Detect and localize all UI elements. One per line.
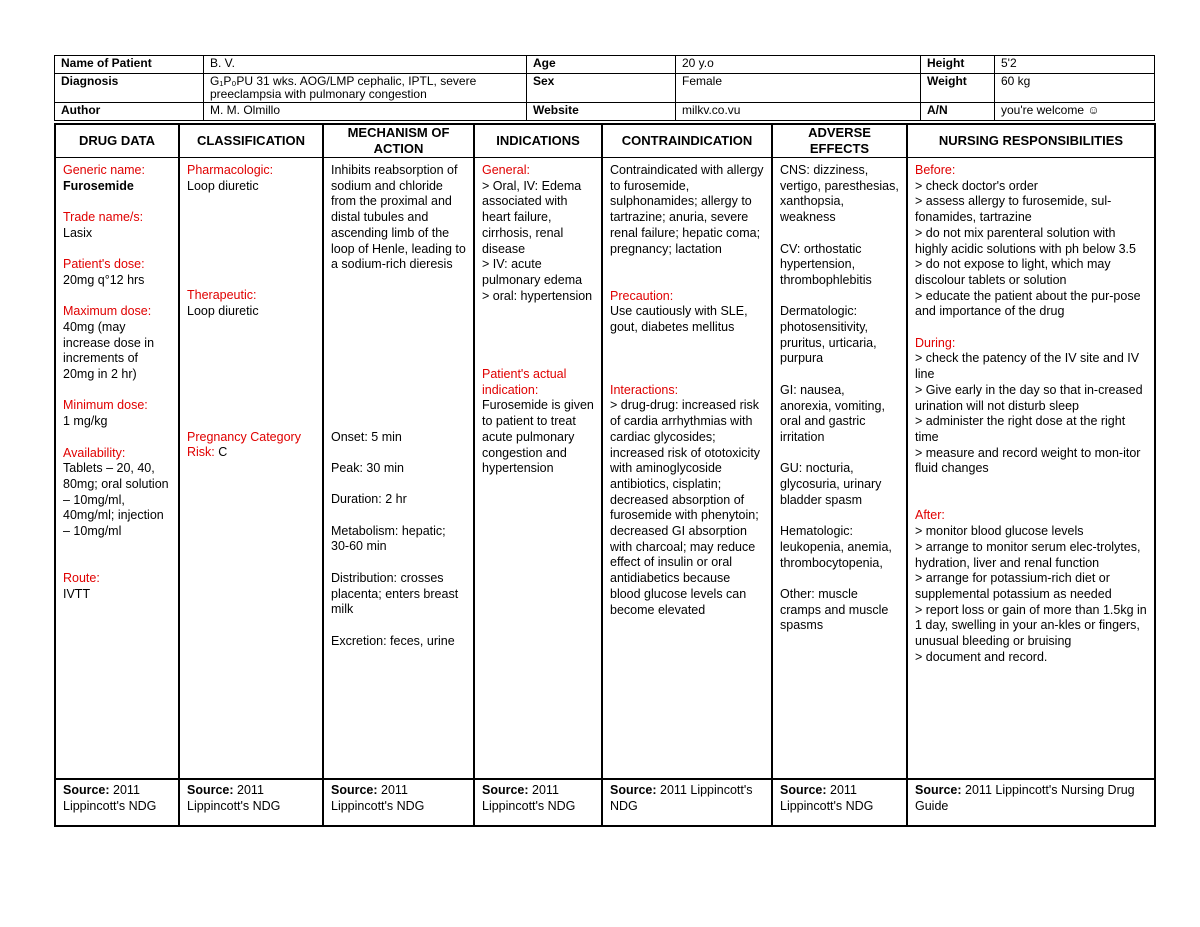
before-item-5: > educate the patient about the pur-pose and importance of the drug [915,288,1141,319]
sex-label: Sex [527,74,676,103]
age-label: Age [527,56,676,74]
drug-study-table [54,123,1156,827]
after-item-3: > arrange for potassium-rich diet or supplemental potassium as needed [915,571,1112,601]
pharmacologic-class: Loop diuretic [187,178,259,193]
patient-info-row-3 [55,103,1155,121]
website-label: Website [527,103,676,121]
mechanism-cell [323,158,474,780]
during-label: During: [915,335,956,350]
patient-age: 20 y.o [676,56,921,74]
source-label: Source: [915,783,962,797]
generic-name: Furosemide [63,178,134,193]
minimum-dose: 1 mg/kg [63,414,108,429]
patient-sex: Female [676,74,921,103]
source-indications [474,779,602,826]
after-label: After: [915,508,945,523]
source-text-long: 2011 Lippincott's Nursing Drug Guide [915,783,1135,813]
after-item-4: > report loss or gain of more than 1.5kg in 1 day, swelling in your an-kles or fingers, unusual bleeding or bruising [915,602,1147,649]
adverse-hematologic: Hematologic: leukopenia, anemia, thrombocytopenia, [780,524,892,570]
patient-diagnosis [204,74,527,103]
trade-name-label: Trade name/s: [63,210,144,225]
patient-dose: 20mg q°12 hrs [63,272,145,287]
patient-info-row-1 [55,56,1155,74]
source-label: Source: [187,783,234,797]
after-item-1: > monitor blood glucose levels [915,524,1084,539]
adverse-dermatologic: Dermatologic: photosensitivity, pruritus, urticaria, purpura [780,304,877,366]
website-value: milkv.co.vu [676,103,921,121]
header-contraindication: CONTRAINDICATION [602,124,772,158]
adverse-other: Other: muscle cramps and muscle spasms [780,586,889,633]
patient-name: B. V. [204,56,527,74]
diagnosis-label: Diagnosis [55,74,204,103]
source-label: Source: [482,783,529,797]
nursing-cell [907,158,1155,780]
source-text: 2011 Lippincott's NDG [63,783,157,813]
source-label: Source: [331,783,378,797]
name-label: Name of Patient [55,56,204,74]
general-indication-label: General: [482,163,530,177]
classification-cell [179,158,323,780]
header-mechanism [323,124,474,158]
patient-dose-label: Patient's dose: [63,257,145,272]
general-indication-1: > Oral, IV: Edema associated with heart failure, cirrhosis, renal disease [482,178,582,256]
source-mechanism [323,779,474,826]
during-item-2: > Give early in the day so that in-creased urination will not disturb sleep [915,382,1143,413]
source-text: 2011 Lippincott's NDG [610,783,753,813]
source-text: 2011 Lippincott's NDG [331,783,425,813]
header-mechanism-line-2: ACTION [373,141,424,156]
pharmacologic-label: Pharmacologic: [187,163,274,177]
pregnancy-category-label: Pregnancy Category Risk: [187,429,301,460]
availability: Tablets – 20, 40, 80mg; oral solution – 10mg/ml, 40mg/ml; injection – 10mg/ml [63,461,169,539]
pregnancy-category-value: C [218,445,228,460]
drug-study-sheet [54,55,1154,827]
contraindication-text: Contraindicated with allergy to furosemide, sulphonamides; allergy to tartrazine; anuria, severe renal failure; hepatic coma; pregnancy; lactation [610,163,764,256]
source-text: 2011 Lippincott's NDG [187,783,281,813]
after-item-5: > document and record. [915,649,1048,664]
header-indications: INDICATIONS [474,124,602,158]
before-label: Before: [915,163,956,177]
header-classification: CLASSIFICATION [179,124,323,158]
maximum-dose-label: Maximum dose: [63,304,152,319]
patient-info-row-2 [55,74,1155,103]
header-adverse-line-2: EFFECTS [809,141,870,156]
pregnancy-category [187,430,315,461]
before-item-3: > do not mix parenteral solution with highly acidic solutions with ph below 3.5 [915,225,1136,256]
patient-info-table [54,55,1155,121]
header-adverse-effects [772,124,907,158]
actual-indication: Furosemide is given to patient to treat acute pulmonary congestion and hypertension [482,398,594,476]
peak: Peak: 30 min [331,461,404,475]
during-item-3: > administer the right dose at the right time [915,414,1126,444]
header-nursing: NURSING RESPONSIBILITIES [907,124,1155,158]
during-item-1: > check the patency of the IV site and IV line [915,351,1140,382]
route: IVTT [63,586,91,601]
excretion: Excretion: feces, urine [331,633,455,648]
availability-label: Availability: [63,445,126,460]
contraindication-cell [602,158,772,780]
during-item-4: > measure and record weight to mon-itor fluid changes [915,445,1141,476]
adverse-cns: CNS: dizziness, vertigo, paresthesias, xanthopsia, weakness [780,163,899,225]
source-label: Source: [780,783,827,797]
adverse-gu: GU: nocturia, glycosuria, urinary bladder spasm [780,461,882,507]
precaution-text: Use cautiously with SLE, gout, diabetes mellitus [610,304,748,334]
therapeutic-label: Therapeutic: [187,288,257,303]
source-nursing [907,779,1155,826]
actual-indication-label: Patient's actual indication: [482,367,567,397]
adverse-cv: CV: orthostatic hypertension, thrombophlebitis [780,241,872,287]
header-adverse-line-1: ADVERSE [808,125,871,140]
author-name: M. M. Olmillo [204,103,527,121]
source-label: Source: [63,783,110,797]
metabolism: Metabolism: hepatic; 30-60 min [331,523,446,554]
header-row [55,124,1155,158]
generic-name-label: Generic name: [63,163,145,177]
indications-cell [474,158,602,780]
source-row [55,779,1155,826]
source-text: 2011 Lippincott's NDG [482,783,576,813]
patient-height: 5'2 [995,56,1155,74]
distribution: Distribution: crosses placenta; enters breast milk [331,570,459,617]
route-label: Route: [63,571,100,586]
weight-label: Weight [921,74,995,103]
adverse-gi: GI: nausea, anorexia, vomiting, oral and gastric irritation [780,382,885,444]
source-text: 2011 Lippincott's NDG [780,783,874,813]
general-indication-3: > oral: hypertension [482,288,593,303]
content-row [55,158,1155,780]
height-label: Height [921,56,995,74]
adverse-effects-cell [772,158,907,780]
patient-weight: 60 kg [995,74,1155,103]
before-item-1: > check doctor's order [915,178,1038,193]
before-item-4: > do not expose to light, which may discolour tablets or solution [915,257,1111,287]
precaution-label: Precaution: [610,288,674,303]
source-classification [179,779,323,826]
therapeutic-class: Loop diuretic [187,304,259,319]
source-drug-data [55,779,179,826]
interactions-text: > drug-drug: increased risk of cardia arrhythmias with cardiac glycosides; increased risk of ototoxicity with aminoglycoside antibiotics, cisplatin; decreased absorption of furosemide with phenytoin; decreased GI absorption with charcoal; may reduce effect of insulin or oral antidiabetics because blood glucose levels can become elevated [610,398,761,617]
onset: Onset: 5 min [331,429,402,444]
header-drug-data: DRUG DATA [55,124,179,158]
after-item-2: > arrange to monitor serum elec-trolytes, hydration, liver and renal function [915,539,1141,570]
minimum-dose-label: Minimum dose: [63,398,148,413]
drug-data-cell [55,158,179,780]
source-contraindication [602,779,772,826]
mechanism-text: Inhibits reabsorption of sodium and chloride from the proximal and distal tubules and ascending limb of the loop of Henle, leading to a sodium-rich dieresis [331,163,466,272]
trade-name: Lasix [63,225,93,240]
header-mechanism-line-1: MECHANISM OF [347,125,450,140]
diagnosis-line-2: preeclampsia with pulmonary congestion [210,87,427,101]
source-adverse-effects [772,779,907,826]
source-label: Source: [610,783,657,797]
maximum-dose: 40mg (may increase dose in increments of 20mg in 2 hr) [63,319,155,382]
duration: Duration: 2 hr [331,492,407,507]
before-item-2: > assess allergy to furosemide, sul-fonamides, tartrazine [915,194,1112,225]
general-indication-2: > IV: acute pulmonary edema [482,257,583,287]
author-label: Author [55,103,204,121]
an-label: A/N [921,103,995,121]
interactions-label: Interactions: [610,382,679,397]
an-value: you're welcome ☺ [995,103,1155,121]
diagnosis-line-1: G₁P₀PU 31 wks. AOG/LMP cephalic, IPTL, severe [210,74,477,88]
